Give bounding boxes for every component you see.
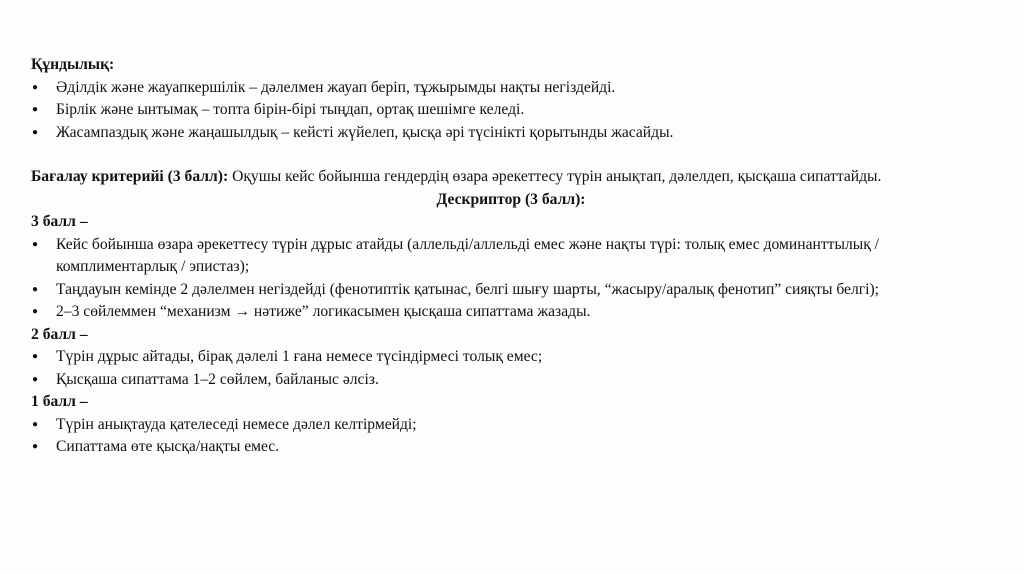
values-list xyxy=(31,77,991,145)
list-item: ● Таңдауын кемінде 2 дәлелмен негіздейді (фенотиптік қатынас, белгі шығу шарты, “жасыру/аралық фенотип” сияқты белгі); xyxy=(31,279,991,302)
bullet-icon: ● xyxy=(32,351,39,362)
bullet-icon: ● xyxy=(32,238,39,250)
list-item: ● Түрін дұрыс айтады, бірақ дәлелі 1 ғана немесе түсіндірмесі толық емес; xyxy=(31,346,991,369)
list-item: ● Сипаттама өте қысқа/нақты емес. xyxy=(31,436,991,459)
bullet-icon: ● xyxy=(32,441,39,452)
list-item: ● Қысқаша сипаттама 1–2 сөйлем, байланыс әлсіз. xyxy=(31,369,991,392)
list-item: ● 2–3 сөйлеммен “механизм → нәтиже” логикасымен қысқаша сипаттама жазады. xyxy=(31,301,991,324)
level-3-label: 3 балл – xyxy=(31,213,88,230)
descriptor-title: Дескриптор (3 балл): xyxy=(436,190,586,208)
level-2-label: 2 балл – xyxy=(31,325,88,343)
level-1-label: 1 балл – xyxy=(31,393,88,410)
list-item: ● Бірлік және ынтымақ – топта бірін-бірі тыңдап, ортақ шешімге келеді. xyxy=(31,99,991,122)
bullet-icon: ● xyxy=(32,418,39,430)
bullet-icon: ● xyxy=(32,126,39,138)
level-3-list xyxy=(31,234,991,324)
values-heading: Құндылық: xyxy=(31,56,115,73)
criteria-text: Оқушы кейс бойынша гендердің өзара әрекеттесу түрін анықтап, дәлелдеп, қысқаша сипаттайды. xyxy=(228,168,882,185)
level-2-list xyxy=(31,346,991,391)
bullet-icon: ● xyxy=(32,373,39,385)
list-item: ● Әділдік және жауапкершілік – дәлелмен жауап беріп, тұжырымды нақты негіздейді. xyxy=(31,77,991,100)
bullet-icon: ● xyxy=(32,306,39,317)
criteria-label: Бағалау критерийі (3 балл): xyxy=(31,168,229,185)
criteria-paragraph xyxy=(31,166,991,189)
list-item: ● Жасампаздық және жаңашылдық – кейсті жүйелеп, қысқа әрі түсінікті қорытынды жасайды. xyxy=(31,122,991,145)
list-item: ● Түрін анықтауда қателеседі немесе дәлел келтірмейді; xyxy=(31,414,991,437)
level-1-list xyxy=(31,414,991,459)
bullet-icon: ● xyxy=(32,104,39,115)
bullet-icon: ● xyxy=(32,283,39,295)
document-content xyxy=(31,54,991,459)
list-item: ● Кейс бойынша өзара әрекеттесу түрін дұрыс атайды (аллельді/аллельді емес және нақты түрі: толық емес доминанттылық / комплиментарлық / эпистаз); xyxy=(32,235,880,275)
bullet-icon: ● xyxy=(32,81,39,93)
